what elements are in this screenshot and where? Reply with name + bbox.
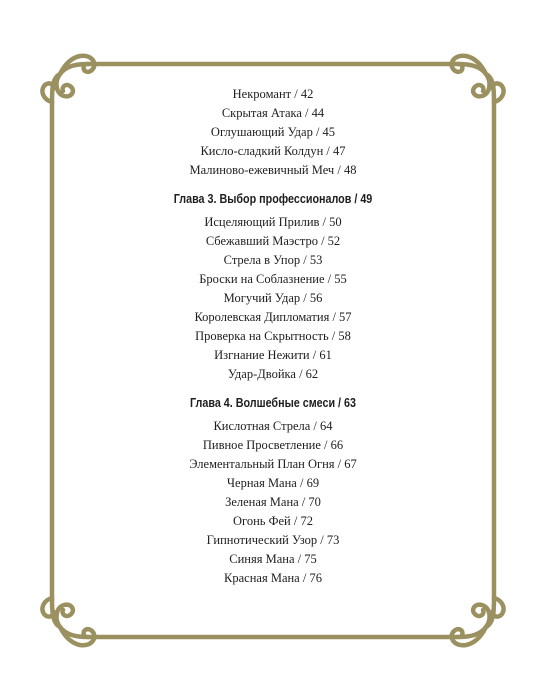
toc-entry: Могучий Удар / 56 — [223, 291, 323, 305]
toc-entry: Черная Мана / 69 — [226, 476, 320, 490]
toc-entry: Зеленая Мана / 70 — [225, 495, 321, 509]
toc-entry: Малиново-ежевичный Меч / 48 — [189, 163, 357, 177]
toc-entry: Огонь Фей / 72 — [233, 514, 313, 528]
toc-entry: Изгнание Нежити / 61 — [214, 348, 332, 362]
toc-entry: Гипнотический Узор / 73 — [206, 533, 340, 547]
toc-entry: Элементальный План Огня / 67 — [189, 457, 357, 471]
toc-entry: Удар-Двойка / 62 — [227, 367, 319, 381]
toc-entry: Проверка на Скрытность / 58 — [195, 329, 351, 343]
toc-entry: Кисло-сладкий Колдун / 47 — [200, 144, 346, 158]
chapter-heading: Глава 4. Волшебные смеси / 63 — [189, 396, 356, 410]
toc-entry: Королевская Дипломатия / 57 — [194, 310, 352, 324]
corner-flourish-bottom-left — [42, 598, 94, 645]
toc-entry: Скрытая Атака / 44 — [221, 106, 325, 120]
toc-entry: Стрела в Упор / 53 — [223, 253, 323, 267]
chapter-heading: Глава 3. Выбор профессионалов / 49 — [173, 192, 373, 206]
toc-entry: Красная Мана / 76 — [224, 571, 322, 585]
toc-entry: Кислотная Стрела / 64 — [213, 419, 333, 433]
toc-entry: Исцеляющий Прилив / 50 — [204, 215, 342, 229]
toc-entry: Пивное Просветление / 66 — [202, 438, 344, 452]
toc-entry: Некромант / 42 — [232, 87, 314, 101]
toc-entry: Сбежавший Маэстро / 52 — [205, 234, 341, 248]
toc-entry: Броски на Соблазнение / 55 — [199, 272, 347, 286]
corner-flourish-bottom-right — [452, 598, 504, 645]
toc-entry: Синяя Мана / 75 — [229, 552, 317, 566]
toc-entry: Оглушающий Удар / 45 — [210, 125, 336, 139]
